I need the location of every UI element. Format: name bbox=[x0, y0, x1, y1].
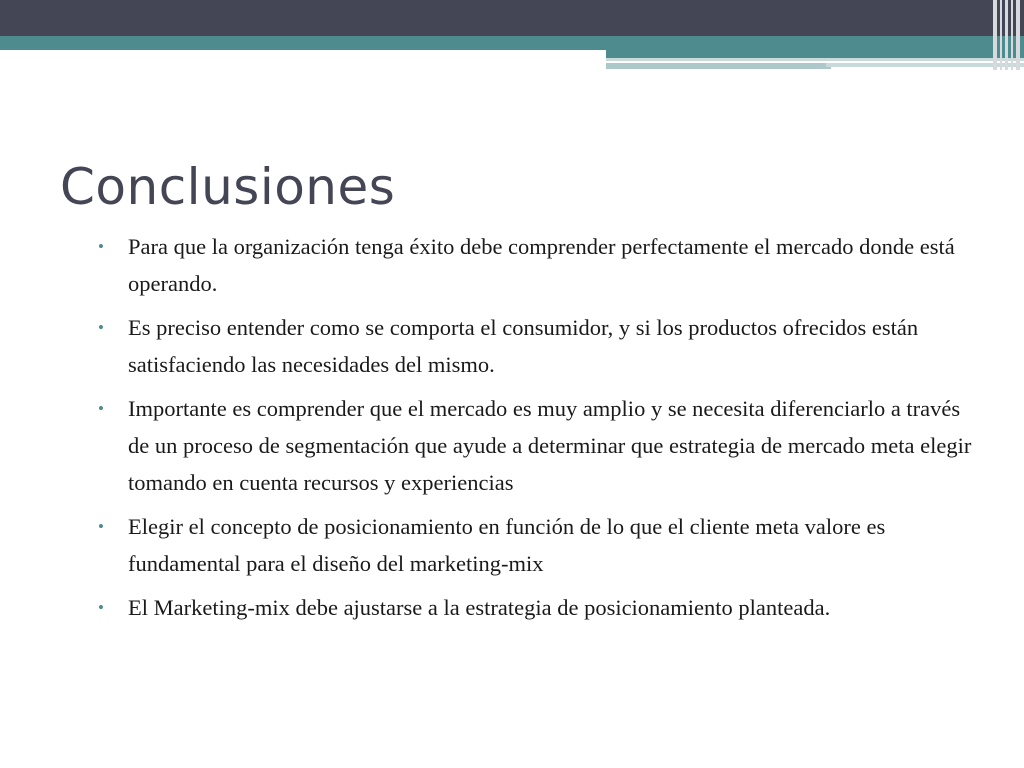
header-vertical-bar bbox=[1005, 0, 1008, 70]
header-vertical-bar bbox=[1000, 0, 1002, 70]
slide-title: Conclusiones bbox=[60, 158, 396, 216]
header-vertical-bar bbox=[1011, 0, 1013, 70]
bullet-text: Importante es comprender que el mercado es muy amplio y se necesita diferenciarlo a través de un proceso de segmentación que ayude a determinar que estrategia de mercado meta elegir tomando en cuenta recursos y experiencias bbox=[128, 396, 972, 495]
bullet-text: Para que la organización tenga éxito debe comprender perfectamente el mercado donde está operando. bbox=[128, 234, 955, 296]
header-vertical-bar bbox=[1016, 0, 1020, 70]
header-teal-band bbox=[0, 36, 1024, 50]
header-light-line bbox=[606, 63, 831, 69]
bullet-text: Es preciso entender como se comporta el consumidor, y si los productos ofrecidos están satisfaciendo las necesidades del mismo. bbox=[128, 315, 919, 377]
bullet-item bbox=[96, 508, 976, 582]
bullet-text: Elegir el concepto de posicionamiento en función de lo que el cliente meta valore es fundamental para el diseño del marketing-mix bbox=[128, 514, 886, 576]
bullet-list bbox=[96, 228, 976, 633]
bullet-icon: • bbox=[98, 598, 104, 617]
header-teal-step bbox=[606, 50, 1024, 58]
bullet-icon: • bbox=[98, 318, 104, 337]
header-light-line bbox=[606, 58, 1024, 61]
bullet-item bbox=[96, 589, 976, 626]
header-dark-band bbox=[0, 0, 1024, 36]
bullet-icon: • bbox=[98, 237, 104, 256]
bullet-icon: • bbox=[98, 517, 104, 536]
bullet-item bbox=[96, 309, 976, 383]
bullet-text: El Marketing-mix debe ajustarse a la estrategia de posicionamiento planteada. bbox=[128, 595, 831, 620]
bullet-icon: • bbox=[98, 399, 104, 418]
header-vertical-bar bbox=[993, 0, 997, 70]
bullet-item bbox=[96, 228, 976, 302]
bullet-item bbox=[96, 390, 976, 501]
